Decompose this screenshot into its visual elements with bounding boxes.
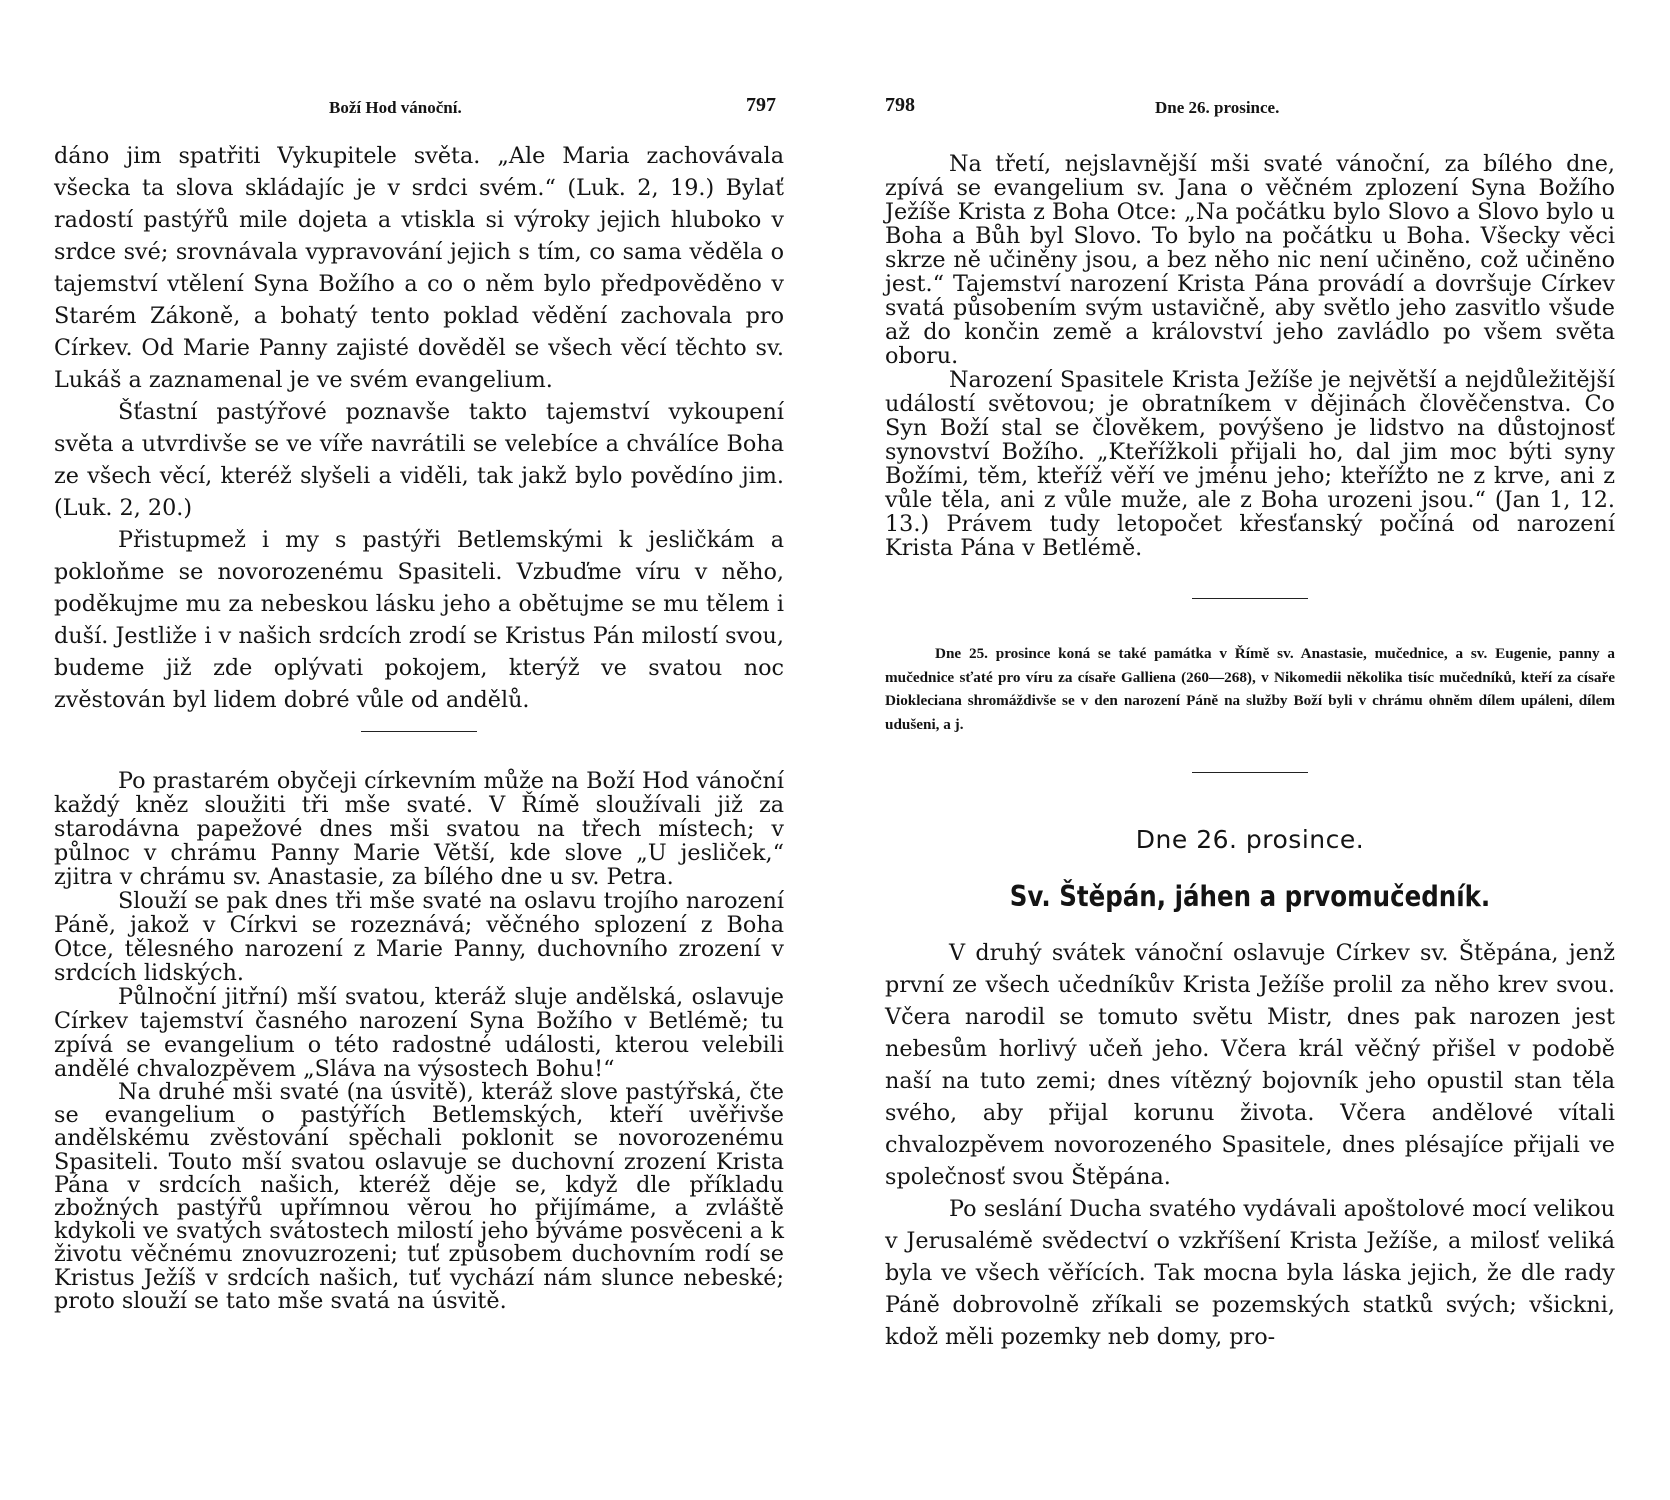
section-divider [361,731,477,732]
paragraph: Slouží se pak dnes tři mše svaté na oslavu trojího narození Páně, jakož v Církvi se rozeznává; věčného splození z Boha Otce, tělesného narození z Marie Panny, duchovního zrození v srdcích lidských. [54,888,784,986]
right-running-title: Dne 26. prosince. [1155,98,1280,117]
right-running-head [885,90,1615,120]
paragraph: Na třetí, nejslavnější mši svaté vánoční, za bílého dne, zpívá se evangelium sv. Jana o věčném zplození Syna Božího Ježíše Krista z Boha Otce: „Na počátku bylo Slovo a Slovo bylo u Boha a Bůh byl Slovo. To bylo na počátku u Boha. Všecky věci skrze ně učiněny jsou, a bez něho nic není učiněno, což učiněno jest.“ Tajemství narození Krista Pána provádí a dovršuje Církev svatá působením svým ustavičně, aby světlo jeho zasvitlo všude až do končin země a království jeho zavládlo po všem světa oboru. [885,151,1615,369]
footnote: Dne 25. prosince koná se také památka v Římě sv. Anastasie, mučednice, a sv. Eugenie, panny a mučednice sťaté pro víru za císaře Galliena (260—268), v Nikomedii několika tisíc mučedníků, kteří za císaře Diokleciana shromáždivše se v den narození Páně na služby Boží byli v chrámu ohněm dílem upáleni, dílem udušeni, a j. [885,645,1615,733]
paragraph: Na druhé mši svaté (na úsvitě), kteráž slove pastýřská, čte se evangelium o pastýřích Betlemských, kteří uvěřivše andělskému zvěstování spěchali poklonit se novorozenému Spasiteli. Touto mší svatou oslavuje se duchovní zrození Krista Pána v srdcích našich, kteréž děje se, když dle příkladu zbožných pastýřů upřímnou věrou ho přijímáme, a zvláště kdykoli ve svatých svátostech milostí jeho býváme posvěceni a k životu věčnému znovuzrozeni; tuť způsobem duchovním rodí se Kristus Ježíš v srdcích našich, tuť vychází nám slunce nebeské; proto slouží se tato mše svatá na úsvitě. [54,1079,784,1314]
saint-heading: Sv. Štěpán, jáhen a prvomučedník. [1009,880,1491,913]
left-running-title: Boží Hod vánoční. [329,98,462,117]
paragraph: Po seslání Ducha svatého vydávali apoštolové mocí velikou v Jerusalémě svědectví o vzkříšení Krista Ježíše, a milosť veliká byla ve všech věřících. Tak mocna byla láska jejich, že dle rady Páně dobrovolně zříkali se pozemských statků svých; všickni, kdož měli pozemky neb domy, pro- [885,1196,1615,1350]
paragraph: Přistupmež i my s pastýři Betlemskými k jesličkám a pokloňme se novorozenému Spasiteli. Vzbuďme víru v něho, poděkujme mu za nebeskou lásku jeho a obětujme se mu tělem i duší. Jestliže i v našich srdcích zrodí se Kristus Pán milostí svou, budeme již zde oplývati pokojem, kterýž ve svatou noc zvěstován byl lidem dobré vůle od andělů. [54,527,784,713]
section-divider [1192,598,1308,599]
paragraph: dáno jim spatřiti Vykupitele světa. „Ale Maria zachovávala všecka ta slova skládajíc je v srdci svém.“ (Luk. 2, 19.) Bylať radostí pastýřů mile dojeta a vtiskla si výroky jejich hluboko v srdce své; srovnávala vypravování jejich s tím, co sama věděla o tajemství vtělení Syna Božího a co o něm bylo předpověděno v Starém Zákoně, a bohatý tento poklad vědění zachovala pro Církev. Od Marie Panny zajisté dověděl se všech věcí těchto sv. Lukáš a zaznamenal je ve svém evangelium. [54,143,784,393]
paragraph: Půlnoční jitřní) mší svatou, kteráž sluje andělská, oslavuje Církev tajemství časného narození Syna Božího v Betlémě; tu zpívá se evangelium o této radostné události, kterou velebili andělé chvalozpěvem „Sláva na výsostech Bohu!“ [54,984,784,1082]
paragraph: V druhý svátek vánoční oslavuje Církev sv. Štěpána, jenž první ze všech učedníkův Krista Ježíše prolil za něho krev svou. Včera narodil se tomuto světu Mistr, dnes pak narozen jest nebesům horlivý učeň jeho. Včera král věčný přišel v podobě naší na tuto zemi; dnes vítězný bojovník jeho opustil stan těla svého, aby přijal korunu života. Včera andělové vítali chvalozpěvem novorozeného Spasitele, dnes plésajíce přijali ve společnosť svou Štěpána. [885,940,1615,1190]
paragraph: Po prastarém obyčeji církevním může na Boží Hod vánoční každý kněz sloužiti tři mše svaté. V Římě sloužívali již za starodávna papežové dnes mši svatou na třech místech; v půlnoc v chrámu Panny Marie Větší, kde slove „U jesliček,“ zjitra v chrámu sv. Anastasie, za bílého dne u sv. Petra. [54,768,784,890]
date-heading: Dne 26. prosince. [1135,825,1365,854]
left-column [54,140,784,1313]
section-divider [1192,772,1308,773]
left-running-head [54,90,784,120]
right-page-number: 798 [885,94,915,116]
right-page [885,0,1615,1500]
left-page-number: 797 [746,94,776,116]
right-column [885,152,1615,1353]
paragraph: Šťastní pastýřové poznavše takto tajemství vykoupení světa a utvrdivše se ve víře navrátili se velebíce a chválíce Boha ze všech věcí, kteréž slyšeli a viděli, tak jakž bylo povědíno jim. (Luk. 2, 20.) [54,399,784,521]
left-page [54,0,784,1500]
paragraph: Narození Spasitele Krista Ježíše je největší a nejdůležitější událostí světovou; je obratníkem v dějinách člověčenstva. Co Syn Boží stal se člověkem, povýšeno je lidstvo na důstojnosť synovství Božího. „Kteřížkoli přijali ho, dal jim moc býti syny Božími, těm, kteříž věří ve jménu jeho; kteřížto ne z krve, ani z vůle těla, ani z vůle muže, ale z Boha urozeni jsou.“ (Jan 1, 12. 13.) Právem tudy letopočet křesťanský počíná od narození Krista Pána v Betlémě. [885,367,1615,561]
